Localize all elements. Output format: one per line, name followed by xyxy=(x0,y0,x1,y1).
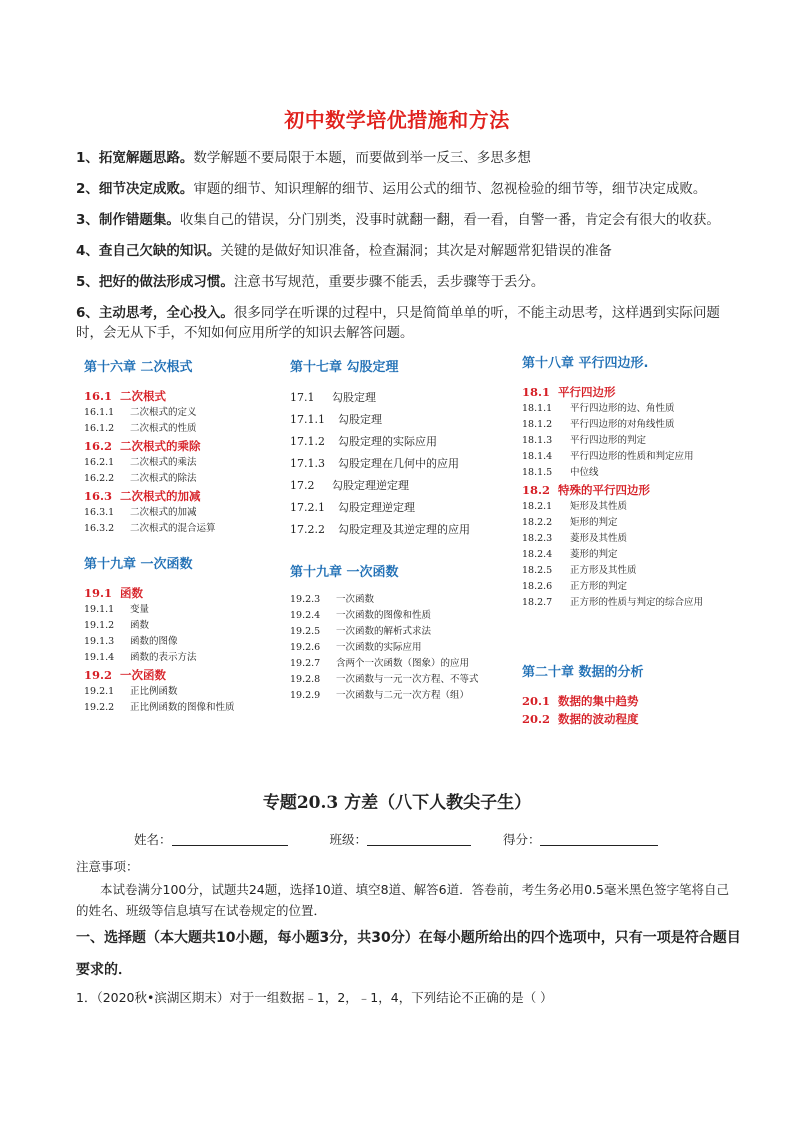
tip-heading: 6、主动思考，全心投入。 xyxy=(76,305,234,321)
notice-label: 注意事项： xyxy=(76,859,139,874)
toc-number: 19.2.8 xyxy=(290,674,321,685)
chapter-heading: 第二十章 数据的分析 xyxy=(522,665,644,680)
toc-section xyxy=(522,481,752,499)
toc-column-2 xyxy=(290,356,520,704)
toc-label: 函数的表示方法 xyxy=(130,652,197,663)
toc-item xyxy=(84,700,284,716)
toc-number: 17.1.1 xyxy=(290,413,325,426)
toc-item xyxy=(522,515,752,531)
toc-number: 16.2.2 xyxy=(84,473,115,484)
toc-number: 19.2.3 xyxy=(290,594,321,605)
toc-item xyxy=(290,672,520,688)
toc-number: 19.1.1 xyxy=(84,604,115,615)
toc-number: 18.2.1 xyxy=(522,501,553,512)
toc-number: 16.3.1 xyxy=(84,507,115,518)
chapter-heading: 第十九章 一次函数 xyxy=(84,557,193,572)
toc-label: 菱形的判定 xyxy=(570,549,618,560)
toc-label: 矩形的判定 xyxy=(570,517,618,528)
toc-item xyxy=(290,519,520,541)
toc-label: 二次根式的加减 xyxy=(120,489,201,503)
toc-label: 二次根式的除法 xyxy=(130,473,197,484)
toc-item xyxy=(522,465,752,481)
toc-item xyxy=(290,608,520,624)
toc-section xyxy=(84,487,284,505)
toc-label: 正比例函数的图像和性质 xyxy=(130,702,235,713)
toc-number: 19.2.5 xyxy=(290,626,321,637)
toc-number: 18.1.3 xyxy=(522,435,553,446)
toc-item xyxy=(84,505,284,521)
toc-number: 18.1.1 xyxy=(522,403,553,414)
toc-label: 中位线 xyxy=(570,467,599,478)
toc-number: 17.1.2 xyxy=(290,435,325,448)
toc-number: 18.2.6 xyxy=(522,581,553,592)
toc-number: 16.1.1 xyxy=(84,407,115,418)
toc-number: 19.2.6 xyxy=(290,642,321,653)
toc-section xyxy=(84,387,284,405)
toc-number: 18.2.7 xyxy=(522,597,553,608)
toc-label: 一次函数与二元一次方程（组） xyxy=(336,690,470,701)
toc-number: 19.2.9 xyxy=(290,690,321,701)
toc-section xyxy=(522,383,752,401)
toc-item xyxy=(522,449,752,465)
notice-text: 本试卷满分100分，试题共24题，选择10道、填空8道、解答6道．答卷前，考生务必用0.5毫米黑色签字笔将自己的姓名、班级等信息填写在试卷规定的位置． xyxy=(76,882,729,918)
toc-item xyxy=(522,433,752,449)
toc-label: 勾股定理在几何中的应用 xyxy=(338,457,459,470)
toc-label: 特殊的平行四边形 xyxy=(558,483,650,497)
toc-item xyxy=(290,624,520,640)
toc-label: 正比例函数 xyxy=(130,686,178,697)
toc-label: 正方形及其性质 xyxy=(570,565,637,576)
toc-label: 二次根式的混合运算 xyxy=(130,523,216,534)
toc-section xyxy=(84,437,284,455)
toc-label: 函数 xyxy=(130,620,150,631)
toc-item xyxy=(290,475,520,497)
toc-label: 平行四边形的判定 xyxy=(570,435,647,446)
toc-item xyxy=(84,684,284,700)
toc-label: 菱形及其性质 xyxy=(570,533,628,544)
toc-item xyxy=(84,602,284,618)
toc-column-1 xyxy=(84,356,284,716)
toc-item xyxy=(84,421,284,437)
document-title: 专题20.3 方差（八下人教尖子生） xyxy=(262,793,532,813)
toc-label: 一次函数的图像和性质 xyxy=(336,610,432,621)
toc-number: 18.1.2 xyxy=(522,419,553,430)
toc-item xyxy=(522,401,752,417)
section-heading: 一、选择题（本大题共10小题，每小题3分，共30分）在每小题所给出的四个选项中，只有一项是符合题目要求的． xyxy=(76,930,741,978)
tip-item xyxy=(76,241,736,261)
toc-label: 二次根式的性质 xyxy=(130,423,197,434)
name-label: 姓名： xyxy=(134,832,172,847)
toc-item xyxy=(290,497,520,519)
toc-number: 19.1.2 xyxy=(84,620,115,631)
toc-item xyxy=(84,455,284,471)
tip-item xyxy=(76,303,736,343)
toc-item xyxy=(84,650,284,666)
toc-item xyxy=(84,634,284,650)
toc-number: 19.2.2 xyxy=(84,702,115,713)
toc-number: 19.2.7 xyxy=(290,658,321,669)
toc-item xyxy=(522,547,752,563)
class-field[interactable] xyxy=(367,833,471,846)
score-label: 得分： xyxy=(502,832,541,847)
tip-heading: 5、把好的做法形成习惯。 xyxy=(76,274,234,290)
toc-label: 一次函数的解析式求法 xyxy=(336,626,432,637)
toc-label: 矩形及其性质 xyxy=(570,501,628,512)
toc-label: 二次根式 xyxy=(120,389,166,403)
chapter-heading: 第十七章 勾股定理 xyxy=(290,360,399,375)
toc-label: 勾股定理 xyxy=(332,391,376,404)
toc-item xyxy=(84,471,284,487)
toc-number: 17.2.2 xyxy=(290,523,325,536)
toc-number: 17.1.3 xyxy=(290,457,325,470)
toc-number: 19.1.4 xyxy=(84,652,115,663)
toc-number: 18.2.2 xyxy=(522,517,553,528)
toc-number: 18.2.5 xyxy=(522,565,553,576)
toc-number: 17.1 xyxy=(290,391,315,404)
toc-section xyxy=(522,710,752,728)
toc-number: 18.1 xyxy=(522,385,551,399)
score-field[interactable] xyxy=(540,833,658,846)
toc-label: 平行四边形 xyxy=(558,385,616,399)
student-info-fields xyxy=(134,830,658,848)
toc-label: 一次函数与一元一次方程、不等式 xyxy=(336,674,479,685)
toc-number: 18.1.4 xyxy=(522,451,553,462)
tip-body: 很多同学在听课的过程中，只是简简单单的听，不能主动思考，这样遇到实际问题时，会无从下手，不知如何应用所学的知识去解答问题。 xyxy=(76,305,720,341)
tips-list xyxy=(76,148,736,354)
toc-label: 勾股定理的实际应用 xyxy=(338,435,437,448)
toc-label: 勾股定理逆定理 xyxy=(338,501,415,514)
toc-label: 变量 xyxy=(130,604,150,615)
toc-label: 平行四边形的边、角性质 xyxy=(570,403,675,414)
tip-item xyxy=(76,272,736,292)
toc-item xyxy=(290,409,520,431)
question-1: 1．（2020秋•滨湖区期末）对于一组数据﹣1，2，﹣1，4，下列结论不正确的是（ ） xyxy=(76,990,553,1005)
toc-item xyxy=(290,387,520,409)
class-label: 班级： xyxy=(329,832,367,847)
toc-number: 20.1 xyxy=(522,694,551,708)
toc-label: 一次函数的实际应用 xyxy=(336,642,422,653)
toc-label: 函数 xyxy=(120,586,143,600)
toc-number: 16.3 xyxy=(84,489,113,503)
toc-item xyxy=(290,431,520,453)
toc-item xyxy=(522,595,752,611)
toc-label: 勾股定理 xyxy=(338,413,382,426)
toc-number: 16.2.1 xyxy=(84,457,115,468)
toc-item xyxy=(522,417,752,433)
toc-number: 20.2 xyxy=(522,712,551,726)
tip-body: 审题的细节、知识理解的细节、运用公式的细节、忽视检验的细节等，细节决定成败。 xyxy=(193,181,707,197)
tip-body: 数学解题不要局限于本题，而要做到举一反三、多思多想 xyxy=(193,150,531,166)
toc-label: 一次函数 xyxy=(120,668,166,682)
name-field[interactable] xyxy=(172,833,288,846)
toc-number: 18.2.4 xyxy=(522,549,553,560)
toc-item xyxy=(84,618,284,634)
toc-label: 二次根式的乘除 xyxy=(120,439,201,453)
toc-section xyxy=(84,666,284,684)
toc-column-3 xyxy=(522,352,752,728)
toc-section xyxy=(522,692,752,710)
toc-label: 勾股定理逆定理 xyxy=(332,479,409,492)
toc-label: 二次根式的乘法 xyxy=(130,457,197,468)
toc-label: 平行四边形的对角线性质 xyxy=(570,419,675,430)
toc-item xyxy=(290,640,520,656)
tip-item xyxy=(76,179,736,199)
chapter-heading: 第十八章 平行四边形. xyxy=(522,356,649,371)
toc-label: 含两个一次函数（图象）的应用 xyxy=(336,658,470,669)
tip-body: 收集自己的错误，分门别类，没事时就翻一翻，看一看，自警一番，肯定会有很大的收获。 xyxy=(179,212,720,228)
chapter-heading: 第十六章 二次根式 xyxy=(84,360,193,375)
toc-item xyxy=(522,499,752,515)
toc-number: 16.3.2 xyxy=(84,523,115,534)
toc-item xyxy=(84,521,284,537)
tip-heading: 3、制作错题集。 xyxy=(76,212,180,228)
tip-heading: 4、查自己欠缺的知识。 xyxy=(76,243,221,259)
tip-item xyxy=(76,210,736,230)
toc-label: 函数的图像 xyxy=(130,636,178,647)
chapter-heading: 第十九章 一次函数 xyxy=(290,565,399,580)
toc-number: 19.2.1 xyxy=(84,686,115,697)
toc-label: 正方形的性质与判定的综合应用 xyxy=(570,597,704,608)
toc-number: 18.1.5 xyxy=(522,467,553,478)
toc-item xyxy=(84,405,284,421)
tip-heading: 2、细节决定成败。 xyxy=(76,181,194,197)
toc-number: 19.2 xyxy=(84,668,113,682)
toc-number: 18.2.3 xyxy=(522,533,553,544)
toc-item xyxy=(522,563,752,579)
toc-section xyxy=(84,584,284,602)
toc-label: 二次根式的定义 xyxy=(130,407,197,418)
toc-item xyxy=(522,531,752,547)
toc-number: 17.2.1 xyxy=(290,501,325,514)
toc-label: 一次函数 xyxy=(336,594,375,605)
toc-number: 19.2.4 xyxy=(290,610,321,621)
page-title: 初中数学培优措施和方法 xyxy=(284,108,510,132)
toc-item xyxy=(290,656,520,672)
toc-label: 勾股定理及其逆定理的应用 xyxy=(338,523,470,536)
toc-item xyxy=(290,592,520,608)
toc-number: 16.1 xyxy=(84,389,113,403)
toc-number: 16.2 xyxy=(84,439,113,453)
tip-body: 注意书写规范，重要步骤不能丢，丢步骤等于丢分。 xyxy=(233,274,545,290)
toc-label: 正方形的判定 xyxy=(570,581,628,592)
toc-number: 17.2 xyxy=(290,479,315,492)
tip-heading: 1、拓宽解题思路。 xyxy=(76,150,194,166)
toc-number: 19.1 xyxy=(84,586,113,600)
tip-item xyxy=(76,148,736,168)
toc-label: 数据的波动程度 xyxy=(558,712,639,726)
toc-number: 18.2 xyxy=(522,483,551,497)
toc-label: 二次根式的加减 xyxy=(130,507,197,518)
toc-item xyxy=(522,579,752,595)
toc-item xyxy=(290,688,520,704)
toc-label: 平行四边形的性质和判定应用 xyxy=(570,451,694,462)
toc-number: 16.1.2 xyxy=(84,423,115,434)
toc-item xyxy=(290,453,520,475)
tip-body: 关键的是做好知识准备，检查漏洞；其次是对解题常犯错误的准备 xyxy=(220,243,612,259)
toc-number: 19.1.3 xyxy=(84,636,115,647)
toc-label: 数据的集中趋势 xyxy=(558,694,639,708)
